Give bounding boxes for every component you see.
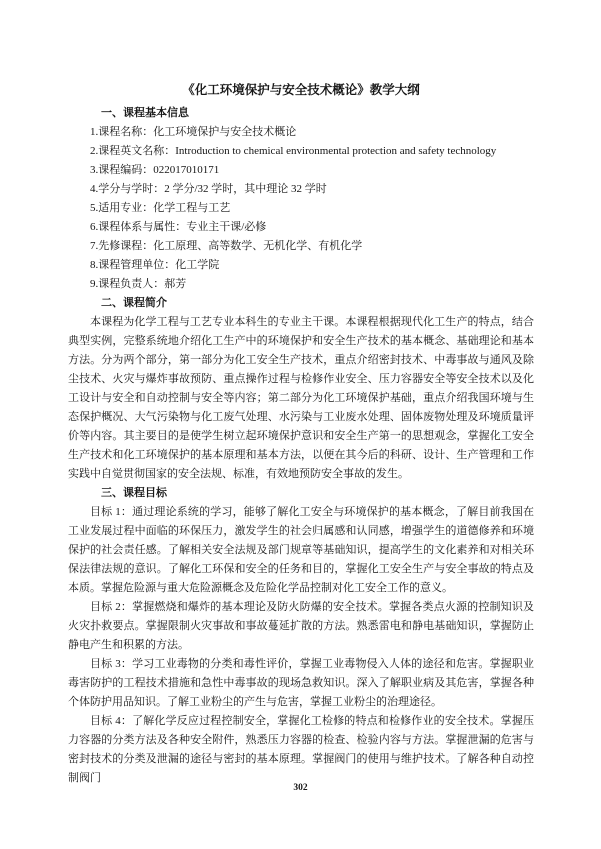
goal-paragraph-3: 目标 3：学习工业毒物的分类和毒性评价，掌握工业毒物侵入人体的途径和危害。掌握职业毒害防护的工程技术措施和急性中毒事故的现场急救知识。深入了解职业病及其危害，掌握各种个体防护用品知识。了解工业粉尘的产生与危害，掌握工业粉尘的治理途径。 (68, 658, 534, 708)
document-content (68, 80, 534, 788)
basic-info-item-course-type: 6.课程体系与属性：专业主干课/必修 (90, 221, 267, 233)
basic-info-item-english-name: 2.课程英文名称：Introduction to chemical environmental protection and safety technology (90, 145, 497, 157)
goal-paragraph-1: 目标 1：通过理论系统的学习，能够了解化工安全与环境保护的基本概念，了解目前我国在工业发展过程中面临的环保压力，激发学生的社会归属感和认同感，增强学生的道德修养和环境保护的社会责任感。了解相关安全法规及部门规章等基础知识，提高学生的文化素养和对相关环保法律法规的意识。了解化工环保和安全的任务和目的，掌握化工安全生产与安全事故的特点及本质。掌握危险源与重大危险源概念及危险化学品控制对化工安全工作的意义。 (68, 506, 534, 594)
basic-info-item-prerequisites: 7.先修课程：化工原理、高等数学、无机化学、有机化学 (90, 240, 363, 252)
basic-info-item-course-name: 1.课程名称：化工环境保护与安全技术概论 (90, 126, 297, 138)
goal-paragraph-2: 目标 2：掌握燃烧和爆炸的基本理论及防火防爆的安全技术。掌握各类点火源的控制知识及火灾扑救要点。掌握限制火灾事故和事故蔓延扩散的方法。熟悉雷电和静电基础知识，掌握防止静电产生和积累的方法。 (68, 601, 534, 651)
course-intro-paragraph: 本课程为化学工程与工艺专业本科生的专业主干课。本课程根据现代化工生产的特点，结合典型实例，完整系统地介绍化工生产中的环境保护和安全生产技术的基本概念、基础理论和基本方法。分为两个部分，第一部分为化工安全生产技术，重点介绍密封技术、中毒事故与通风及除尘技术、火灾与爆炸事故预防、重点操作过程与检修作业安全、压力容器安全等安全技术以及化工设计与安全和自动控制与安全等内容；第二部分为化工环境保护基础，重点介绍我国环境与生态保护概况、大气污染物与化工废气处理、水污染与工业废水处理、固体废物处理及环境质量评价等内容。其主要目的是使学生树立起环境保护意识和安全生产第一的思想观念，掌握化工安全生产技术和化工环境保护的基本原理和基本方法，以便在其今后的科研、设计、生产管理和工作实践中自觉贯彻国家的安全法规、标准，有效地预防安全事故的发生。 (68, 316, 534, 480)
page-number: 302 (293, 783, 308, 793)
section-course-goals-heading: 三、课程目标 (101, 487, 167, 499)
basic-info-item-course-code: 3.课程编码：022017010171 (90, 164, 220, 176)
basic-info-item-course-leader: 9.课程负责人：郝芳 (90, 278, 187, 290)
basic-info-item-managing-unit: 8.课程管理单位：化工学院 (90, 259, 220, 271)
doc-title: 《化工环境保护与安全技术概论》教学大纲 (182, 83, 420, 97)
basic-info-item-applicable-major: 5.适用专业：化学工程与工艺 (90, 202, 231, 214)
basic-info-item-credits-hours: 4.学分与学时：2 学分/32 学时，其中理论 32 学时 (90, 183, 327, 195)
goal-paragraph-4: 目标 4：了解化学反应过程控制安全，掌握化工检修的特点和检修作业的安全技术。掌握压力容器的分类方法及各种安全附件，熟悉压力容器的检查、检验内容与方法。掌握泄漏的危害与密封技术的分类及泄漏的途径与密封的基本原理。掌握阀门的使用与维护技术。了解各种自动控制阀门 (68, 715, 534, 784)
section-basic-info-heading: 一、课程基本信息 (101, 107, 189, 119)
section-course-intro-heading: 二、课程简介 (101, 297, 167, 309)
